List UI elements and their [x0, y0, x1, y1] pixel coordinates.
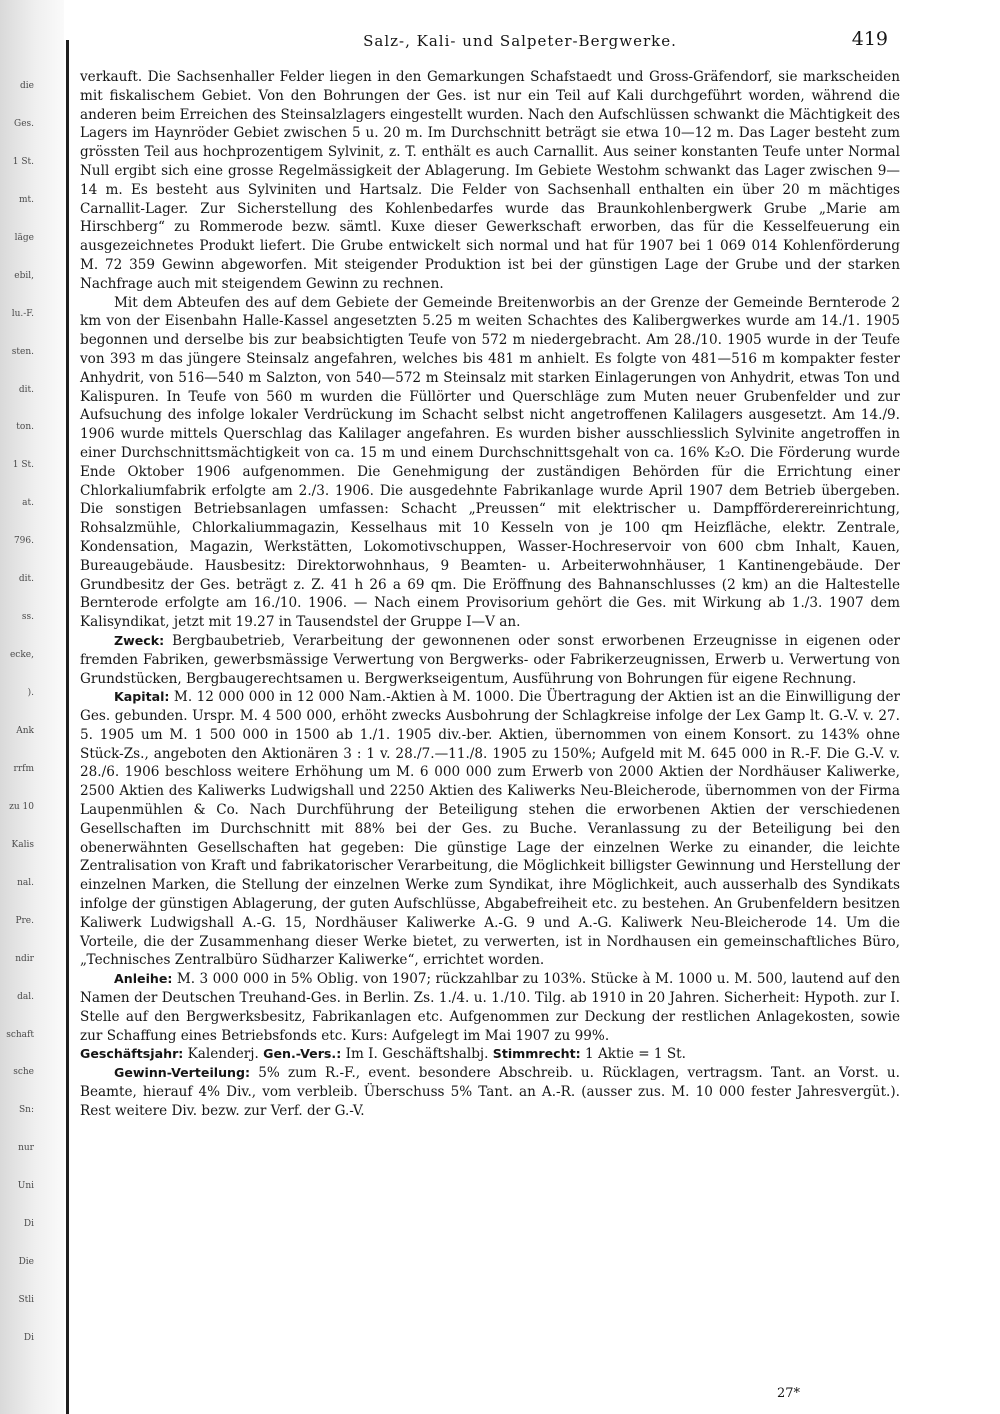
margin-fragment: Pre. [15, 916, 34, 926]
margin-fragment: ebil, [14, 271, 34, 281]
geschaeftsjahr-label: Geschäftsjahr: [80, 1046, 184, 1062]
margin-fragment: Kalis [11, 840, 34, 850]
section-kapital [80, 688, 900, 970]
margin-fragment: rrfm [13, 764, 34, 774]
margin-fragment: 1 St. [12, 157, 34, 167]
margin-fragment: 1 St. [12, 460, 34, 470]
margin-fragment: dit. [18, 574, 34, 584]
margin-fragment: mt. [18, 195, 34, 205]
gewinn-text: 5% zum R.-F., event. besondere Abschreib. u. Rücklagen, vertragsm. Tant. an Vorst. u. Beamte, hierauf 4% Div., vom verbleib. Überschuss 5% Tant. an A.-R. (ausser zus. M. 10 000 fester Jahresvergüt.). Rest weitere Div. bezw. zur Verf. der G.-V. [80, 1065, 900, 1119]
margin-fragment: die [20, 81, 34, 91]
gen-vers-text: Im I. Geschäftshalbj. [341, 1046, 493, 1063]
margin-fragment: sche [13, 1067, 34, 1077]
section-anleihe [80, 970, 900, 1045]
geschaeftsjahr-text: Kalenderj. [183, 1046, 264, 1063]
margin-fragment: ). [27, 688, 34, 698]
margin-fragment: sten. [11, 347, 34, 357]
margin-fragment: lu.-F. [11, 309, 34, 319]
margin-fragment: ndir [15, 954, 34, 964]
stimmrecht-label: Stimmrecht: [492, 1046, 581, 1062]
zweck-text: Bergbaubetrieb, Verarbeitung der gewonnenen oder sonst erworbenen Erzeugnisse in eigenen oder fremden Fabriken, gewerbsmässige Verwertung von Bergwerks- oder Fabrikerzeugnissen, Erwerb u. Verwertung von Grundstücken, Bergbaugerechtsamen u. Bergwerkseigentum, Ausführung von Bohrungen für eigene Rechnung. [80, 632, 900, 687]
margin-fragment: ss. [21, 612, 34, 622]
margin-fragment: Di [23, 1333, 34, 1343]
kapital-text: M. 12 000 000 in 12 000 Nam.-Aktien à M. 1000. Die Übertragung der Aktien ist an die Einwilligung der Ges. gebunden. Urspr. M. 4 500 000, erhöht zwecks Ausbohrung der Schlagkreise infolge der Lex Gamp lt. G.-V. v. 27. 5. 1905 um M. 1 500 000 in 1500 ab 1./1. 1905 div.-ber. Aktien, übernommen von einem Konsort. zu 143% ohne Stück-Zs., angeboten den Aktionären 3 : 1 v. 28./7.—11./8. 1905 zu 150%; Aufgeld mit M. 645 000 in R.-F. Die G.-V. v. 28./6. 1906 beschloss weitere Erhöhung um M. 6 000 000 zum Erwerb von 2000 Aktien der Nordhäuser Kaliwerke, 2500 Aktien des Kaliwerks Ludwigshall und 2250 Aktien des Kaliwerks Neu-Bleicherode, übernommen von der Firma Laupenmühlen & Co. Nach Durchführung der Beteiligung stehen die erworbenen Aktien der verschiedenen Gesellschaften im Durchschnitt mit 88% bei der Ges. zu Buche. Veranlassung zu der Beteiligung bei den obenerwähnten Gesellschaften hat gegeben: Die günstige Lage der einzelnen Werke zu einander, die leichte Zentralisation von Kraft und fabrikatorischer Verarbeitung, die Möglichkeit billigster Gewinnung und Herstellung der einzelnen Marken, die Stellung der einzelnen Werke zum Syndikat, ihre Möglichkeit, auch ausserhalb des Syndikats infolge der günstigen Ablagerung, der guten Aufschlüsse, Abgabefreiheit etc. zu bestehen. An Grubenfeldern besitzen Kaliwerk Ludwigshall A.-G. 15, Nordhäuser Kaliwerke A.-G. 9 und A.-G. Kaliwerk Neu-Bleicherode 14. Um die Vorteile, die der Zusammenhang dieser Werke bietet, zu verwerten, ist in Nordhausen ein gemeinschaftliches Büro, „Technisches Zentralbüro Südharzer Kaliwerke“, errichtet worden. [80, 689, 900, 969]
stimmrecht-text: 1 Aktie = 1 St. [580, 1046, 686, 1063]
kapital-label: Kapital: [114, 689, 170, 705]
margin-fragments [0, 70, 64, 1410]
margin-fragment: läge [14, 233, 34, 243]
margin-fragment: nur [18, 1143, 34, 1153]
margin-fragment: dit. [18, 385, 34, 395]
margin-fragment: nal. [17, 878, 34, 888]
margin-fragment: ecke, [9, 650, 34, 660]
margin-fragment: ton. [16, 422, 34, 432]
margin-fragment: dal. [17, 992, 34, 1002]
running-title: Salz-, Kali- und Salpeter-Bergwerke. [363, 32, 677, 50]
binding-rule [66, 40, 69, 1414]
margin-fragment: zu 10 [9, 802, 34, 812]
section-zweck [80, 632, 900, 688]
margin-fragment: Die [18, 1257, 34, 1267]
margin-fragment: Uni [17, 1181, 34, 1191]
margin-fragment: Sn: [19, 1105, 34, 1115]
page-body [80, 68, 900, 1121]
margin-fragment: Di [23, 1219, 34, 1229]
gen-vers-label: Gen.-Vers.: [263, 1046, 342, 1062]
anleihe-label: Anleihe: [114, 971, 173, 987]
page-header [80, 28, 960, 56]
margin-fragment: Ank [16, 726, 34, 736]
margin-fragment: schaft [6, 1030, 34, 1040]
gewinn-label: Gewinn-Verteilung: [114, 1065, 251, 1081]
page-number: 419 [851, 28, 888, 50]
margin-fragment: Ges. [14, 119, 34, 129]
anleihe-text: M. 3 000 000 in 5% Oblig. von 1907; rückzahlbar zu 103%. Stücke à M. 1000 u. M. 500, lautend auf den Namen der Deutschen Treuhand-Ges. in Berlin. Zs. 1./4. u. 1./10. Tilg. ab 1910 in 20 Jahren. Sicherheit: Hypoth. zur I. Stelle auf den Bergwerksbesitz, Fabrikanlagen etc. Aufgenommen zur Deckung der restlichen Anlagekosten, sowie zur Schaffung eines Betriebsfonds etc. Kurs: Aufgelegt im Mai 1907 zu 99%. [80, 971, 900, 1044]
zweck-label: Zweck: [114, 632, 165, 648]
margin-fragment: 796. [13, 536, 34, 546]
section-gewinn-verteilung [80, 1064, 900, 1120]
paragraph-sachsenhall: verkauft. Die Sachsenhaller Felder liegen in den Gemarkungen Schafstaedt und Gross-Gräfendorf, sie markscheiden mit fiskalischem Gebiet. Von den Bohrungen der Ges. ist nur ein Teil auf Kali durchgeführt worden, während die anderen beim Erreichen des Steinsalzlagers eingestellt wurden. Nach den Aufschlüssen schwankt die Mächtigkeit des Lagers im Haynröder Gebiet zwischen 5 u. 20 m. Im Durchschnitt beträgt sie etwa 10—12 m. Das Lager besteht zum grössten Teil aus hochprozentigem Sylvinit, z. T. enthält es auch Carnallit. Aus seiner konstanten Teufe unter Normal Null ergibt sich eine grosse Regelmässigkeit der Ablagerung. Im Gebiete Westohm schwankt das Lager zwischen 9—14 m. Es besteht aus Sylviniten und Hartsalz. Die Felder von Sachsenhall enthalten ein über 20 m mächtiges Carnallit-Lager. Zur Sicherstellung des Kohlenbedarfes wurde das Braunkohlenbergwerk Grube „Marie am Hirschberg“ zu Rommerode bezw. sämtl. Kuxe dieser Gewerkschaft erworben, das für die Kesselfeuerung ein ausgezeichnetes Produkt liefert. Die Grube entwickelt sich normal und hat für 1907 bei 1 069 014 Kohlenförderung M. 72 359 Gewinn abgeworfen. Mit steigender Produktion ist bei der günstigen Lage der Grube und der starken Nachfrage auch mit steigendem Gewinn zu rechnen. [80, 69, 900, 292]
signature-mark: 27* [776, 1386, 800, 1401]
section-geschaeftsjahr [80, 1045, 900, 1064]
paragraph-bernterode-shaft: Mit dem Abteufen des auf dem Gebiete der Gemeinde Breitenworbis an der Grenze der Gemeinde Bernterode 2 km von der Eisenbahn Halle-Kassel angesetzten 5.25 m weiten Schachtes des Kalibergwerkes wurde am 14./1. 1905 begonnen und derselbe bis zur beabsichtigten Teufe von 572 m niedergebracht. Am 28./10. 1905 wurde in der Teufe von 393 m das jüngere Steinsalz angefahren, welches bis 481 m anhielt. Es folgte von 481—516 m kompakter fester Anhydrit, von 516—540 m Salzton, von 540—572 m Steinsalz mit starken Einlagerungen von Anhydrit, etwas Ton und Kalispuren. In Teufe von 560 m wurden die Füllörter und Querschläge zum Muten neuer Grubenfelder und zur Aufsuchung des infolge lokaler Verdrückung im Schacht selbst nicht angetroffenen Kalilagers ausgesetzt. Am 14./9. 1906 wurde mittels Querschlag das Kalilager angefahren. Es wurden bisher ausschliesslich Sylvinite angetroffen in einer Durchschnittsmächtigkeit von ca. 15 m und einem Durchschnittsgehalt von ca. 16% K₂O. Die Förderung wurde Ende Oktober 1906 aufgenommen. Die Genehmigung der zuständigen Behörden für die Errichtung einer Chlorkaliumfabrik erfolgte am 2./3. 1906. Die ausgedehnte Fabrikanlage wurde April 1907 dem Betrieb übergeben. Die sonstigen Betriebsanlagen umfassen: Schacht „Preussen“ mit elektrischer u. Dampfförderereinrichtung, Rohsalzmühle, Chlorkaliummagazin, Kesselhaus mit 10 Kesseln von je 100 qm Heizfläche, elektr. Zentrale, Kondensation, Magazin, Werkstätten, Lokomotivschuppen, Wasser-Hochreservoir von 600 cbm Inhalt, Kauen, Bureaugebäude. Hausbesitz: Direktorwohnhaus, 9 Beamten- u. Arbeiterwohnhäuser, 1 Kantinengebäude. Der Grundbesitz der Ges. beträgt z. Z. 41 h 26 a 69 qm. Die Eröffnung des Bahnanschlusses (2 km) an die Haltestelle Bernterode erfolgte am 16./10. 1906. — Nach einem Provisorium gehört die Ges. mit Wirkung ab 1./3. 1907 dem Kalisyndikat, jetzt mit 19.27 in Tausendstel der Gruppe I—V an. [80, 294, 900, 631]
margin-fragment: Stli [18, 1295, 34, 1305]
margin-fragment: at. [22, 498, 34, 508]
